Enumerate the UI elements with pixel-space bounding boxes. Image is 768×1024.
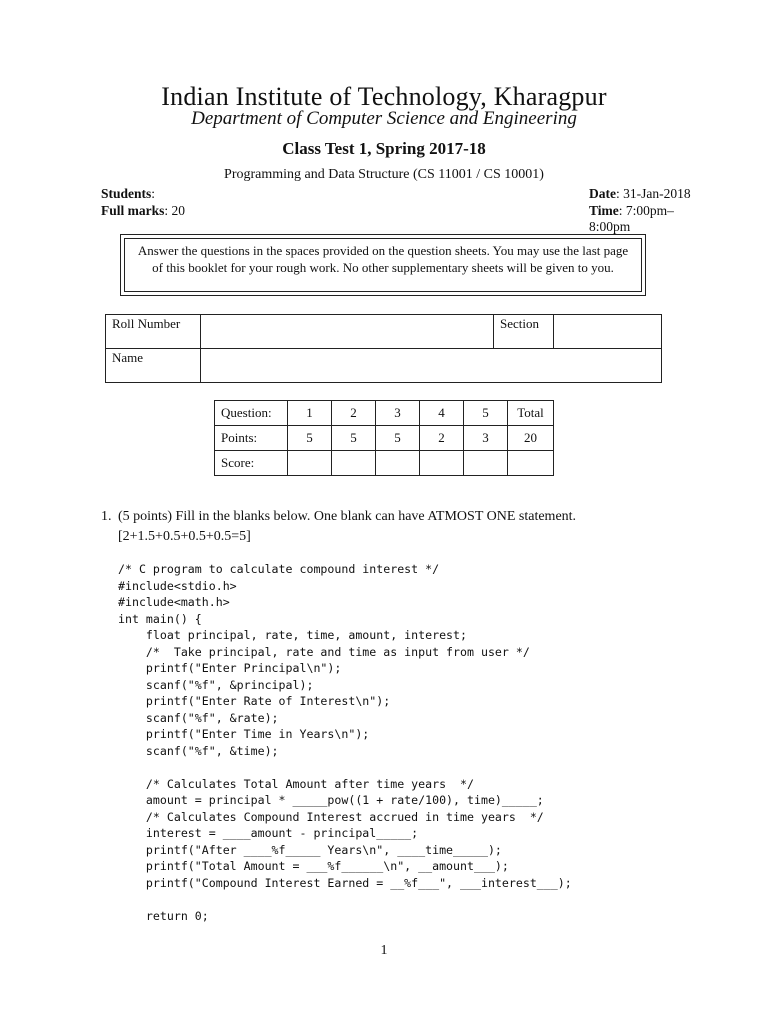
students-value: :: [151, 186, 156, 201]
page-number: 1: [380, 943, 388, 958]
code-line: interest = ____amount - principal_____;: [118, 826, 419, 840]
points-row: [215, 426, 554, 451]
score-cell[interactable]: [420, 451, 464, 476]
question-number: 2: [332, 401, 376, 426]
time-info: [589, 203, 703, 235]
info-row-marks-time: [101, 203, 703, 234]
question-number: 1: [288, 401, 332, 426]
student-details-table: [105, 314, 662, 383]
code-line: [118, 759, 572, 776]
name-field[interactable]: [201, 349, 662, 383]
points-value: 2: [420, 426, 464, 451]
time-label: Time: [589, 203, 619, 218]
roll-number-field[interactable]: [201, 315, 494, 349]
section-label: Section: [494, 315, 554, 349]
institute-title: Indian Institute of Technology, Kharagpur: [161, 82, 607, 111]
question-row: [215, 401, 554, 426]
code-line: printf("Enter Time in Years\n");: [118, 727, 370, 741]
question-number: 3: [376, 401, 420, 426]
roll-number-label: Roll Number: [106, 315, 201, 349]
marks-split: [2+1.5+0.5+0.5+0.5=5]: [118, 529, 251, 544]
full-marks-info: [101, 203, 185, 218]
total-label: Total: [508, 401, 554, 426]
points-value: 5: [376, 426, 420, 451]
score-cell[interactable]: [332, 451, 376, 476]
department-title: Department of Computer Science and Engineering: [191, 108, 577, 129]
question-label: Question:: [215, 401, 288, 426]
question-number-label: 1.: [101, 509, 112, 524]
points-value: 5: [288, 426, 332, 451]
score-label: Score:: [215, 451, 288, 476]
course-title: Programming and Data Structure (CS 11001 / CS 10001): [224, 167, 544, 182]
code-line: int main() {: [118, 611, 202, 626]
score-cell[interactable]: [464, 451, 508, 476]
code-line: printf("Enter Principal\n");: [118, 661, 342, 675]
code-line: scanf("%f", &principal);: [118, 677, 314, 692]
score-row: [215, 451, 554, 476]
time-value: : 7:00pm–8:00pm: [589, 203, 674, 234]
instructions-text: Answer the questions in the spaces provided on the question sheets. You may use the last page of this booklet for your rough work. No other supplementary sheets will be given to you.: [124, 238, 642, 292]
code-line: /* C program to calculate compound interest */: [118, 562, 440, 576]
code-line: amount = principal * _____pow((1 + rate/100), time)_____;: [118, 793, 544, 807]
name-row: [106, 349, 662, 383]
code-line: scanf("%f", &rate);: [118, 710, 279, 725]
code-line: /* Calculates Compound Interest accrued in time years */: [118, 809, 544, 824]
question-text-block: [118, 507, 663, 547]
code-line: printf("Enter Rate of Interest\n");: [118, 694, 391, 708]
score-cell[interactable]: [376, 451, 420, 476]
section-field[interactable]: [554, 315, 662, 349]
question-text: (5 points) Fill in the blanks below. One blank can have ATMOST ONE statement.: [118, 509, 577, 524]
date-label: Date: [589, 186, 616, 201]
info-row-students-date: [101, 186, 703, 202]
code-line: return 0;: [118, 908, 209, 923]
code-listing: [118, 561, 572, 924]
code-line: /* Calculates Total Amount after time years */: [118, 776, 474, 791]
students-label: Students: [101, 186, 152, 201]
date-value: : 31-Jan-2018: [616, 186, 691, 201]
code-line: /* Take principal, rate and time as input from user */: [118, 644, 530, 659]
code-line: printf("Compound Interest Earned = __%f___", ___interest___);: [118, 875, 572, 890]
code-line: scanf("%f", &time);: [118, 743, 279, 758]
code-line: [118, 891, 572, 908]
points-value: 5: [332, 426, 376, 451]
question-number: 5: [464, 401, 508, 426]
score-cell[interactable]: [288, 451, 332, 476]
students-info: [101, 186, 155, 201]
points-value: 3: [464, 426, 508, 451]
code-line: printf("Total Amount = ___%f______\n", __amount___);: [118, 859, 509, 873]
instructions-box: [120, 234, 646, 296]
full-marks-value: : 20: [164, 203, 186, 218]
code-line: printf("After ____%f_____ Years\n", ____time_____);: [118, 842, 502, 857]
test-title: Class Test 1, Spring 2017-18: [282, 139, 486, 158]
full-marks-label: Full marks: [101, 203, 165, 218]
question-number: 4: [420, 401, 464, 426]
code-line: #include<math.h>: [118, 595, 230, 609]
name-label: Name: [106, 349, 201, 383]
total-score-cell[interactable]: [508, 451, 554, 476]
points-label: Points:: [215, 426, 288, 451]
code-line: float principal, rate, time, amount, interest;: [118, 628, 468, 642]
total-points-value: 20: [508, 426, 554, 451]
score-table: [214, 400, 554, 476]
roll-row: [106, 315, 662, 349]
code-line: #include<stdio.h>: [118, 578, 237, 593]
date-info: [589, 186, 691, 202]
